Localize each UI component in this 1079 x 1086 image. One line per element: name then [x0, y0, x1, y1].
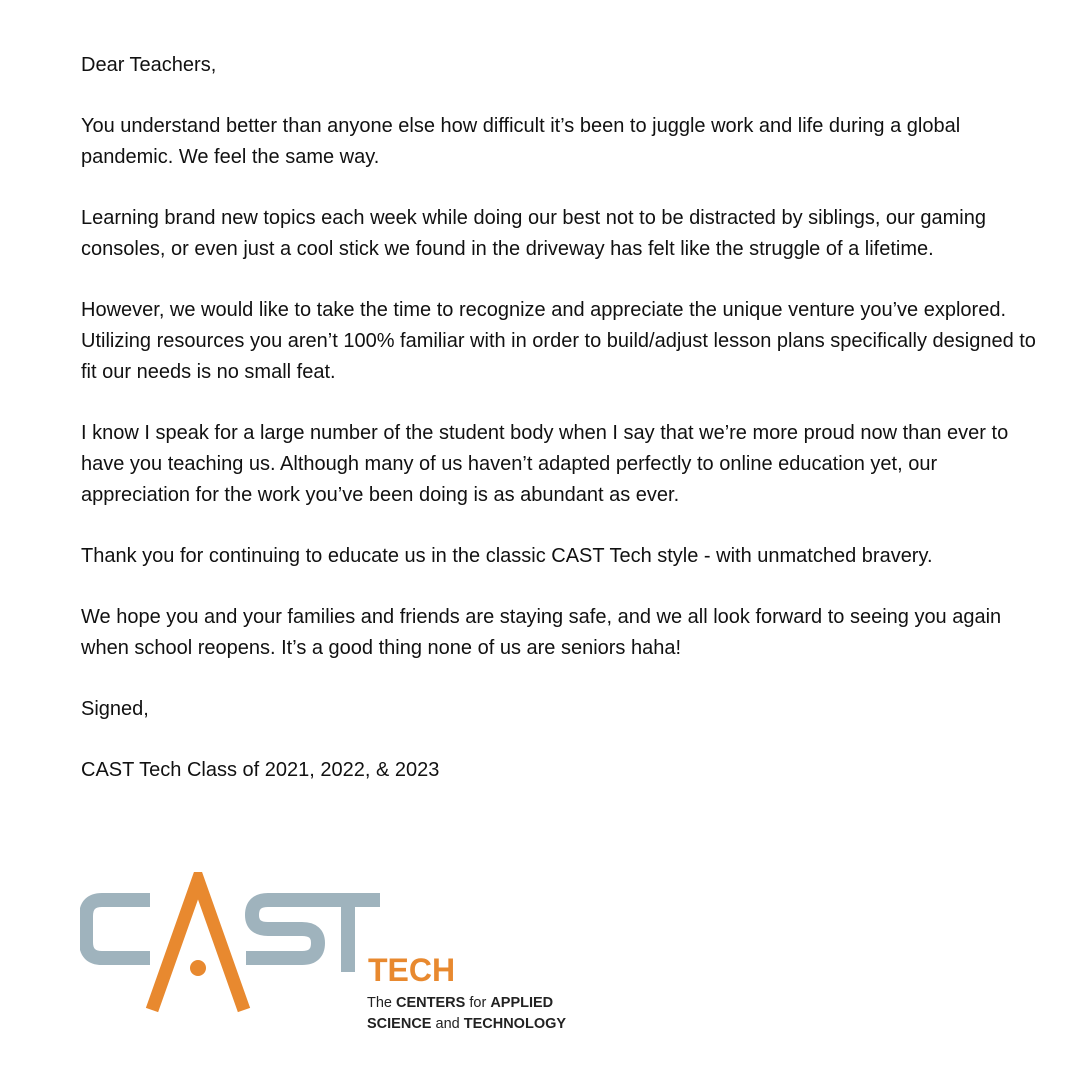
letter-signature: CAST Tech Class of 2021, 2022, & 2023: [81, 759, 440, 781]
letter-greeting: Dear Teachers,: [81, 54, 217, 76]
letter-closing: Signed,: [81, 698, 149, 720]
letter-paragraph: We hope you and your families and friends are staying safe, and we all look forward to seeing you again when school reopens. It’s a good thing none of us are seniors haha!: [81, 606, 1002, 659]
letter-paragraph: Thank you for continuing to educate us in the classic CAST Tech style - with unmatched bravery.: [81, 545, 933, 567]
logo-letter-a: [152, 880, 244, 1010]
cast-wordmark: [80, 872, 380, 1022]
tagline-line-2: SCIENCE and TECHNOLOGY: [367, 1016, 567, 1032]
logo-letter-c: [86, 900, 150, 958]
letter-paragraph: You understand better than anyone else how difficult it’s been to juggle work and life during a global pandemic. We feel the same way.: [81, 115, 961, 168]
logo-a-dot: [190, 960, 206, 976]
cast-tech-logo: [80, 872, 620, 1042]
logo-tech-text: TECH: [368, 952, 456, 988]
letter-paragraph: I know I speak for a large number of the student body when I say that we’re more proud now than ever to have you teaching us. Although many of us haven’t adapted perfectly to online education yet, our appreciation for the work you’ve been doing is as abundant as ever.: [81, 422, 1009, 506]
letter-paragraph: However, we would like to take the time to recognize and appreciate the unique venture you’ve explored. Utilizing resources you aren’t 100% familiar with in order to build/adjust lesson plans specifically designed to fit our needs is no small feat.: [81, 299, 1036, 383]
letter-body: [81, 50, 1041, 816]
logo-tagline: [367, 993, 566, 1035]
letter-paragraph: Learning brand new topics each week while doing our best not to be distracted by siblings, our gaming consoles, or even just a cool stick we found in the driveway has felt like the struggle of a lifetime.: [81, 207, 986, 260]
logo-letter-s: [246, 900, 320, 958]
tagline-line-1: The CENTERS for APPLIED: [367, 995, 554, 1011]
